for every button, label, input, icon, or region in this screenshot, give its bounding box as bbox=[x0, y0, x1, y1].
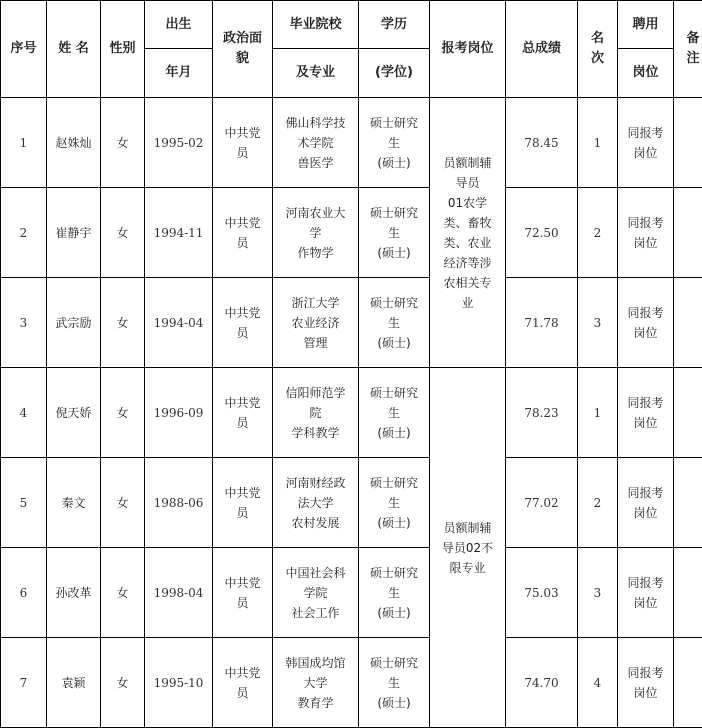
header-birth-top: 出生 bbox=[145, 1, 213, 49]
cell-birth: 1988-06 bbox=[145, 458, 213, 548]
cell-hire: 同报考 岗位 bbox=[618, 638, 674, 728]
cell-rank: 4 bbox=[578, 638, 618, 728]
cell-birth: 1995-10 bbox=[145, 638, 213, 728]
header-edu-top: 学历 bbox=[359, 1, 430, 49]
cell-gender: 女 bbox=[101, 98, 145, 188]
table-row bbox=[1, 638, 702, 728]
cell-politics: 中共党 员 bbox=[213, 98, 273, 188]
cell-score: 78.23 bbox=[506, 368, 578, 458]
cell-rank: 1 bbox=[578, 368, 618, 458]
cell-name: 武宗励 bbox=[47, 278, 101, 368]
cell-note bbox=[674, 188, 702, 278]
cell-hire: 同报考 岗位 bbox=[618, 548, 674, 638]
cell-seq: 5 bbox=[1, 458, 47, 548]
header-score: 总成绩 bbox=[506, 1, 578, 98]
table-row bbox=[1, 278, 702, 368]
cell-edu: 硕士研究 生 (硕士) bbox=[359, 368, 430, 458]
cell-hire: 同报考 岗位 bbox=[618, 458, 674, 548]
cell-note bbox=[674, 278, 702, 368]
header-hire-bottom: 岗位 bbox=[618, 49, 674, 98]
cell-name: 赵姝灿 bbox=[47, 98, 101, 188]
cell-note bbox=[674, 368, 702, 458]
cell-note bbox=[674, 548, 702, 638]
cell-gender: 女 bbox=[101, 638, 145, 728]
cell-edu: 硕士研究 生 (硕士) bbox=[359, 188, 430, 278]
header-note: 备 注 bbox=[674, 1, 702, 98]
cell-birth: 1995-02 bbox=[145, 98, 213, 188]
cell-post-group-1: 员额制辅 导员 01农学 类、畜牧 类、农业 经济等涉 农相关专 业 bbox=[430, 98, 506, 368]
cell-rank: 2 bbox=[578, 458, 618, 548]
cell-seq: 6 bbox=[1, 548, 47, 638]
cell-politics: 中共党 员 bbox=[213, 278, 273, 368]
cell-school: 河南财经政 法大学 农村发展 bbox=[273, 458, 359, 548]
header-school-top: 毕业院校 bbox=[273, 1, 359, 49]
cell-rank: 2 bbox=[578, 188, 618, 278]
table-row bbox=[1, 548, 702, 638]
cell-seq: 4 bbox=[1, 368, 47, 458]
cell-school: 浙江大学 农业经济 管理 bbox=[273, 278, 359, 368]
cell-rank: 3 bbox=[578, 278, 618, 368]
header-gender: 性别 bbox=[101, 1, 145, 98]
cell-name: 孙改革 bbox=[47, 548, 101, 638]
cell-seq: 3 bbox=[1, 278, 47, 368]
header-edu-bottom: (学位) bbox=[359, 49, 430, 98]
cell-birth: 1996-09 bbox=[145, 368, 213, 458]
header-school-bottom: 及专业 bbox=[273, 49, 359, 98]
cell-name: 倪天娇 bbox=[47, 368, 101, 458]
cell-school: 佛山科学技 术学院 兽医学 bbox=[273, 98, 359, 188]
cell-politics: 中共党 员 bbox=[213, 548, 273, 638]
cell-note bbox=[674, 638, 702, 728]
table-row bbox=[1, 98, 702, 188]
cell-score: 77.02 bbox=[506, 458, 578, 548]
cell-post-group-2: 员额制辅 导员02不 限专业 bbox=[430, 368, 506, 728]
header-post: 报考岗位 bbox=[430, 1, 506, 98]
cell-score: 75.03 bbox=[506, 548, 578, 638]
table-row bbox=[1, 188, 702, 278]
cell-score: 72.50 bbox=[506, 188, 578, 278]
cell-gender: 女 bbox=[101, 548, 145, 638]
cell-birth: 1994-11 bbox=[145, 188, 213, 278]
cell-school: 韩国成均馆 大学 教育学 bbox=[273, 638, 359, 728]
cell-hire: 同报考 岗位 bbox=[618, 188, 674, 278]
cell-birth: 1998-04 bbox=[145, 548, 213, 638]
cell-name: 袁颖 bbox=[47, 638, 101, 728]
cell-rank: 3 bbox=[578, 548, 618, 638]
cell-seq: 2 bbox=[1, 188, 47, 278]
cell-hire: 同报考 岗位 bbox=[618, 278, 674, 368]
cell-politics: 中共党 员 bbox=[213, 368, 273, 458]
table-row bbox=[1, 458, 702, 548]
header-birth-bottom: 年月 bbox=[145, 49, 213, 98]
cell-school: 中国社会科 学院 社会工作 bbox=[273, 548, 359, 638]
cell-name: 崔静宇 bbox=[47, 188, 101, 278]
table-row bbox=[1, 368, 702, 458]
cell-name: 秦文 bbox=[47, 458, 101, 548]
cell-edu: 硕士研究 生 (硕士) bbox=[359, 98, 430, 188]
cell-school: 信阳师范学 院 学科教学 bbox=[273, 368, 359, 458]
cell-rank: 1 bbox=[578, 98, 618, 188]
header-seq: 序号 bbox=[1, 1, 47, 98]
cell-gender: 女 bbox=[101, 458, 145, 548]
cell-politics: 中共党 员 bbox=[213, 458, 273, 548]
header-hire-top: 聘用 bbox=[618, 1, 674, 49]
header-name: 姓 名 bbox=[47, 1, 101, 98]
cell-score: 74.70 bbox=[506, 638, 578, 728]
cell-edu: 硕士研究 生 (硕士) bbox=[359, 458, 430, 548]
cell-note bbox=[674, 98, 702, 188]
cell-gender: 女 bbox=[101, 368, 145, 458]
cell-gender: 女 bbox=[101, 188, 145, 278]
cell-politics: 中共党 员 bbox=[213, 188, 273, 278]
cell-hire: 同报考 岗位 bbox=[618, 368, 674, 458]
header-politics: 政治面 貌 bbox=[213, 1, 273, 98]
cell-gender: 女 bbox=[101, 278, 145, 368]
cell-birth: 1994-04 bbox=[145, 278, 213, 368]
cell-score: 78.45 bbox=[506, 98, 578, 188]
cell-politics: 中共党 员 bbox=[213, 638, 273, 728]
cell-school: 河南农业大 学 作物学 bbox=[273, 188, 359, 278]
cell-seq: 1 bbox=[1, 98, 47, 188]
cell-edu: 硕士研究 生 (硕士) bbox=[359, 548, 430, 638]
cell-score: 71.78 bbox=[506, 278, 578, 368]
header-rank: 名 次 bbox=[578, 1, 618, 98]
header-row-1 bbox=[1, 1, 702, 49]
cell-hire: 同报考 岗位 bbox=[618, 98, 674, 188]
cell-edu: 硕士研究 生 (硕士) bbox=[359, 278, 430, 368]
cell-note bbox=[674, 458, 702, 548]
cell-edu: 硕士研究 生 (硕士) bbox=[359, 638, 430, 728]
cell-seq: 7 bbox=[1, 638, 47, 728]
